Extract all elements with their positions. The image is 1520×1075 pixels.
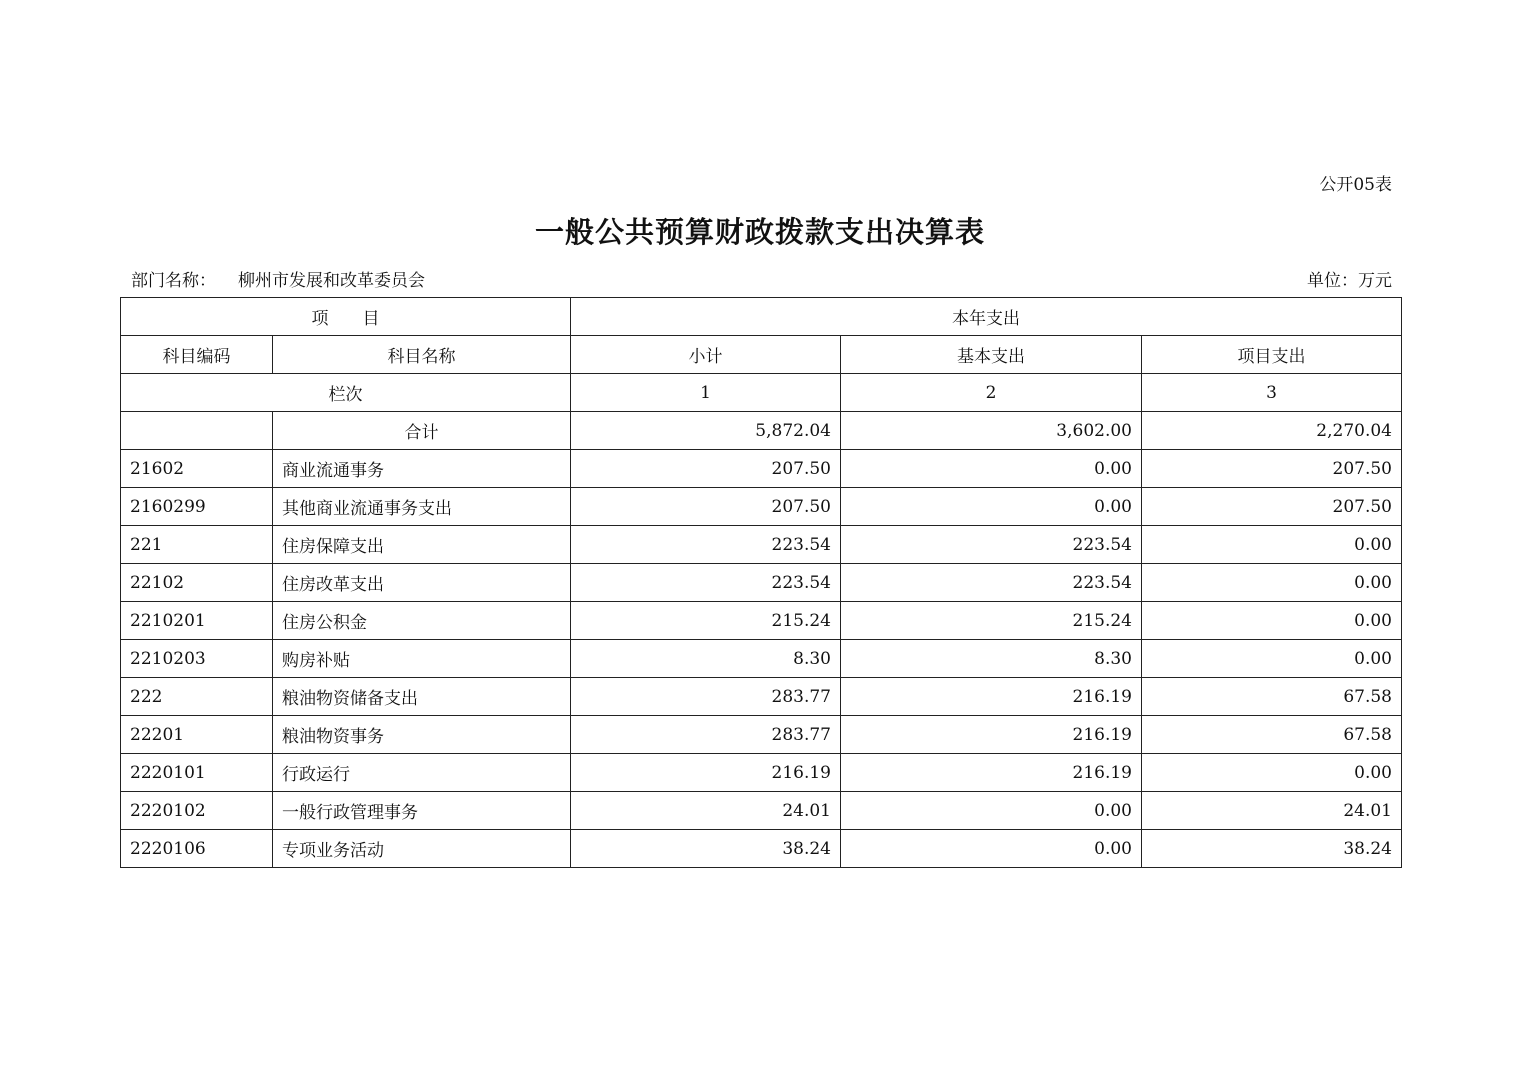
cell-subtotal: 207.50 [571, 450, 841, 488]
cell-project: 0.00 [1142, 602, 1402, 640]
cell-subtotal: 215.24 [571, 602, 841, 640]
cell-subtotal: 38.24 [571, 830, 841, 868]
total-project: 2,270.04 [1142, 412, 1402, 450]
header-project: 项目支出 [1142, 336, 1402, 374]
table-row [121, 640, 1402, 678]
cell-name: 一般行政管理事务 [273, 792, 571, 830]
cell-basic: 8.30 [841, 640, 1142, 678]
cell-subtotal: 216.19 [571, 754, 841, 792]
cell-code: 2160299 [121, 488, 273, 526]
cell-subtotal: 207.50 [571, 488, 841, 526]
cell-project: 24.01 [1142, 792, 1402, 830]
header-basic: 基本支出 [841, 336, 1142, 374]
cell-code: 22201 [121, 716, 273, 754]
cell-subtotal: 223.54 [571, 526, 841, 564]
cell-code: 2210203 [121, 640, 273, 678]
cell-basic: 215.24 [841, 602, 1142, 640]
cell-subtotal: 283.77 [571, 678, 841, 716]
table-row [121, 526, 1402, 564]
cell-basic: 216.19 [841, 678, 1142, 716]
department-label: 部门名称： [131, 271, 216, 291]
table-row [121, 602, 1402, 640]
header-subtotal: 小计 [571, 336, 841, 374]
cell-subtotal: 223.54 [571, 564, 841, 602]
cell-basic: 0.00 [841, 488, 1142, 526]
cell-name: 行政运行 [273, 754, 571, 792]
cell-basic: 0.00 [841, 792, 1142, 830]
cell-subtotal: 24.01 [571, 792, 841, 830]
index-row [121, 374, 1402, 412]
cell-name: 专项业务活动 [273, 830, 571, 868]
cell-name: 购房补贴 [273, 640, 571, 678]
header-row-columns [121, 336, 1402, 374]
cell-code: 2220102 [121, 792, 273, 830]
table-row [121, 450, 1402, 488]
department-value: 柳州市发展和改革委员会 [238, 271, 425, 291]
cell-basic: 223.54 [841, 526, 1142, 564]
page-title: 一般公共预算财政拨款支出决算表 [534, 215, 985, 249]
cell-project: 207.50 [1142, 488, 1402, 526]
cell-project: 38.24 [1142, 830, 1402, 868]
cell-basic: 0.00 [841, 450, 1142, 488]
cell-name: 其他商业流通事务支出 [273, 488, 571, 526]
table-row [121, 716, 1402, 754]
cell-code: 2220101 [121, 754, 273, 792]
unit-label: 单位：万元 [1307, 271, 1392, 291]
total-basic: 3,602.00 [841, 412, 1142, 450]
cell-subtotal: 283.77 [571, 716, 841, 754]
header-row-group [121, 298, 1402, 336]
form-id: 公开05表 [1319, 175, 1392, 195]
index-label: 栏次 [121, 374, 571, 412]
table-row [121, 792, 1402, 830]
cell-name: 粮油物资储备支出 [273, 678, 571, 716]
expenditure-table [120, 297, 1402, 868]
cell-project: 0.00 [1142, 526, 1402, 564]
table-row [121, 564, 1402, 602]
total-subtotal: 5,872.04 [571, 412, 841, 450]
header-expense-group: 本年支出 [571, 298, 1402, 336]
index-3: 3 [1142, 374, 1402, 412]
table-row [121, 830, 1402, 868]
header-code: 科目编码 [121, 336, 273, 374]
table-row [121, 678, 1402, 716]
cell-project: 0.00 [1142, 564, 1402, 602]
cell-name: 住房保障支出 [273, 526, 571, 564]
index-2: 2 [841, 374, 1142, 412]
cell-code: 2210201 [121, 602, 273, 640]
cell-code: 21602 [121, 450, 273, 488]
table-row [121, 754, 1402, 792]
index-1: 1 [571, 374, 841, 412]
cell-name: 住房公积金 [273, 602, 571, 640]
cell-name: 住房改革支出 [273, 564, 571, 602]
cell-subtotal: 8.30 [571, 640, 841, 678]
cell-basic: 216.19 [841, 716, 1142, 754]
cell-name: 商业流通事务 [273, 450, 571, 488]
cell-basic: 216.19 [841, 754, 1142, 792]
table-row [121, 488, 1402, 526]
cell-basic: 223.54 [841, 564, 1142, 602]
cell-project: 0.00 [1142, 640, 1402, 678]
cell-code: 221 [121, 526, 273, 564]
header-name: 科目名称 [273, 336, 571, 374]
header-project-group: 项 目 [121, 298, 571, 336]
cell-project: 0.00 [1142, 754, 1402, 792]
cell-project: 207.50 [1142, 450, 1402, 488]
total-label: 合计 [273, 412, 571, 450]
department-line [131, 266, 425, 291]
total-row [121, 412, 1402, 450]
cell-code: 222 [121, 678, 273, 716]
cell-code: 2220106 [121, 830, 273, 868]
cell-project: 67.58 [1142, 678, 1402, 716]
cell-name: 粮油物资事务 [273, 716, 571, 754]
total-code [121, 412, 273, 450]
cell-code: 22102 [121, 564, 273, 602]
cell-basic: 0.00 [841, 830, 1142, 868]
cell-project: 67.58 [1142, 716, 1402, 754]
